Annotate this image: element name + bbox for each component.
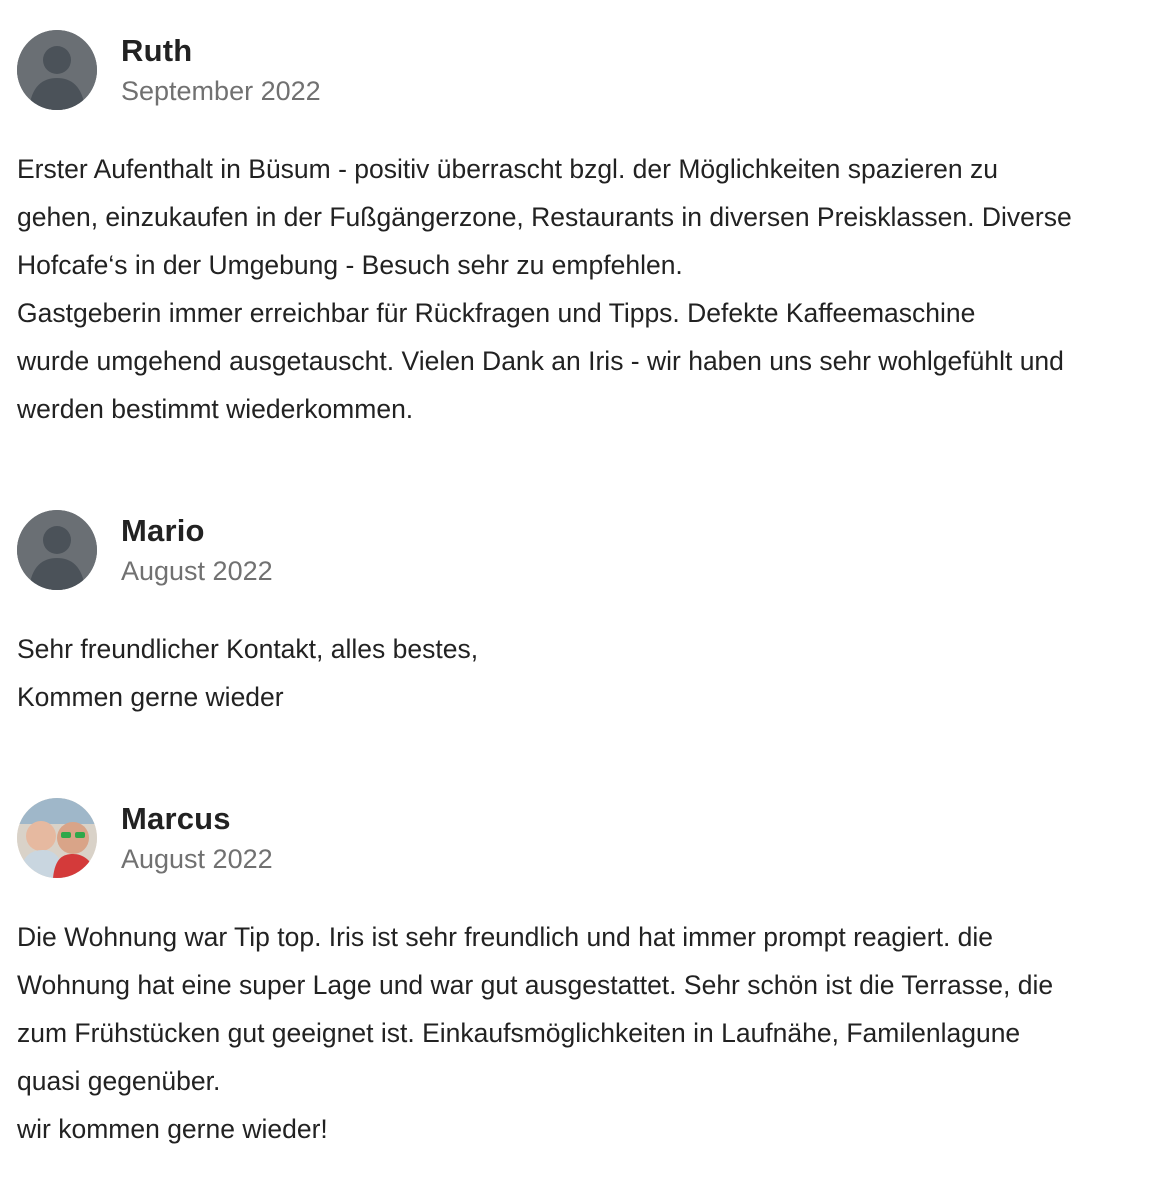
review-text-line: Sehr freundlicher Kontakt, alles bestes, [17, 634, 479, 664]
reviewer-meta [121, 513, 273, 588]
review-text-line: Kommen gerne wieder [17, 682, 284, 712]
review-text-line: Hofcafe‘s in der Umgebung - Besuch sehr zu empfehlen. [17, 250, 683, 280]
review-header [17, 30, 1157, 110]
review-text-line: Wohnung hat eine super Lage und war gut ausgestattet. Sehr schön ist die Terrasse, die [17, 970, 1054, 1000]
review-text-line: quasi gegenüber. [17, 1066, 221, 1096]
review-text-line: wir kommen gerne wieder! [17, 1114, 328, 1144]
review-text [17, 145, 1157, 433]
reviewer-name: Mario [121, 512, 205, 548]
photo-avatar[interactable] [17, 798, 97, 878]
default-avatar-icon[interactable] [17, 510, 97, 590]
review-date: August 2022 [121, 555, 273, 586]
review-text-line: Gastgeberin immer erreichbar für Rückfragen und Tipps. Defekte Kaffeemaschine [17, 298, 976, 328]
review-text-line: werden bestimmt wiederkommen. [17, 394, 414, 424]
review-text [17, 913, 1157, 1153]
review-date: September 2022 [121, 75, 321, 106]
review-text-line: Die Wohnung war Tip top. Iris ist sehr freundlich und hat immer prompt reagiert. die [17, 922, 994, 952]
review-text [17, 625, 1157, 721]
reviewer-name: Ruth [121, 32, 193, 68]
review-card [17, 798, 1157, 1153]
review-card [17, 510, 1157, 721]
default-avatar-icon[interactable] [17, 30, 97, 110]
review-card [17, 30, 1157, 433]
review-text-line: zum Frühstücken gut geeignet ist. Einkaufsmöglichkeiten in Laufnähe, Familenlagune [17, 1018, 1021, 1048]
review-text-line: Erster Aufenthalt in Büsum - positiv überrascht bzgl. der Möglichkeiten spazieren zu [17, 154, 998, 184]
reviewer-meta [121, 801, 273, 876]
reviewer-meta [121, 33, 321, 108]
review-text-line: wurde umgehend ausgetauscht. Vielen Dank an Iris - wir haben uns sehr wohlgefühlt und [17, 346, 1064, 376]
review-header [17, 510, 1157, 590]
review-text-line: gehen, einzukaufen in der Fußgängerzone, Restaurants in diversen Preisklassen. Diverse [17, 202, 1072, 232]
reviewer-name: Marcus [121, 800, 231, 836]
review-header [17, 798, 1157, 878]
review-date: August 2022 [121, 843, 273, 874]
